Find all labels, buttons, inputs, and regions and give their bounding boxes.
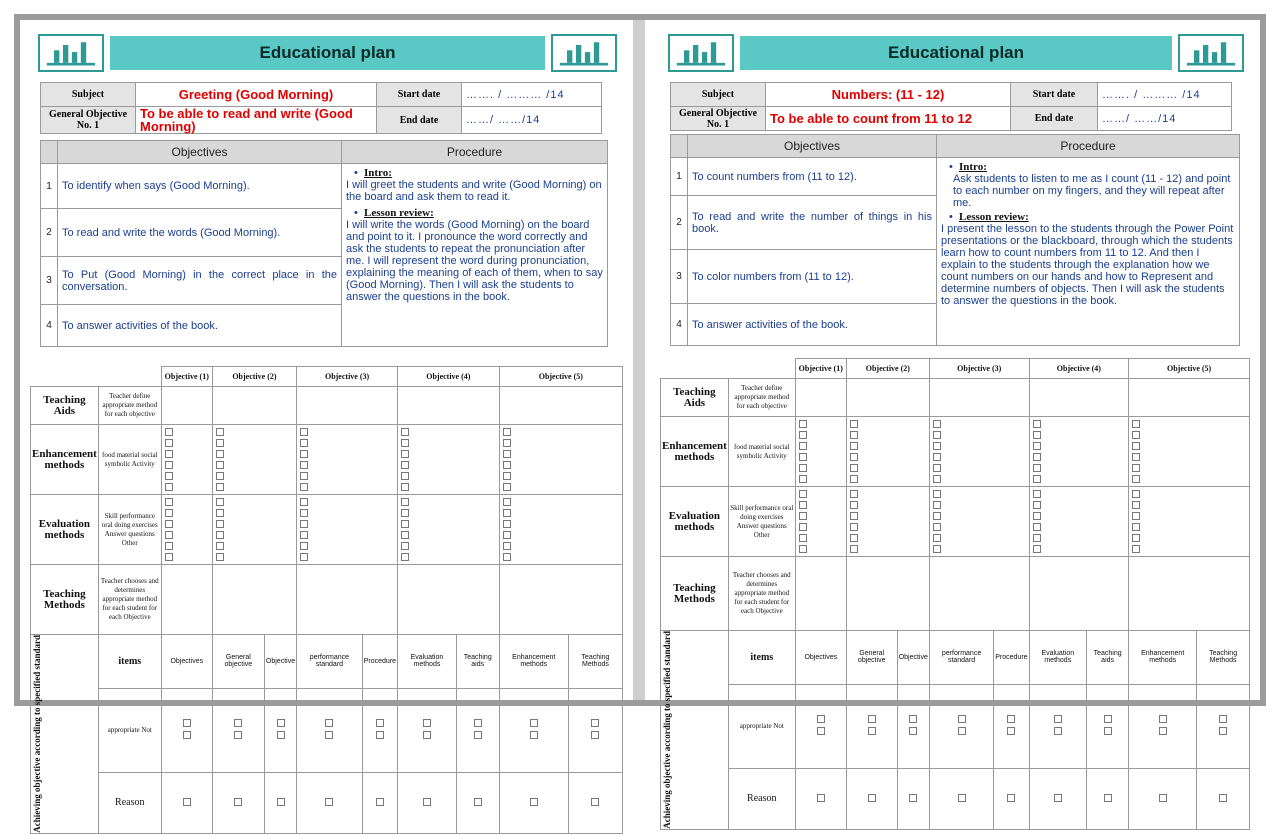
col-header: Objective (3) — [297, 367, 398, 387]
row-sub-label: food material social symbolic Activity — [728, 417, 795, 487]
general-objective-label: General Objective No. 1 — [41, 107, 136, 134]
matrix-cell — [297, 565, 398, 635]
objectives-header: Objectives — [58, 141, 342, 164]
col-header: Objective (2) — [846, 359, 929, 379]
check-cell[interactable] — [897, 684, 929, 768]
checkbox-group[interactable] — [297, 495, 398, 565]
check-cell[interactable] — [264, 688, 296, 772]
lesson-plan-page-1 — [30, 20, 625, 833]
check-cell[interactable] — [297, 773, 363, 834]
item-col-header: General objective — [212, 635, 264, 689]
start-date-value: ……. / ……… /14 — [1098, 83, 1232, 107]
checkbox-group[interactable] — [929, 417, 1029, 487]
check-cell[interactable] — [846, 684, 897, 768]
check-cell[interactable] — [456, 773, 499, 834]
matrix-cell — [1029, 557, 1129, 631]
row-label: Teaching Aids — [31, 387, 99, 425]
check-cell[interactable] — [929, 769, 993, 830]
chart-logo-icon — [551, 34, 617, 72]
objective-text: To color numbers from (11 to 12). — [688, 250, 937, 304]
general-objective-value: To be able to count from 11 to 12 — [766, 107, 1011, 131]
row-sub-label: Skill performance oral doing exercises Answer questions Other — [98, 495, 161, 565]
item-col-header: Enhancement methods — [499, 635, 568, 689]
matrix-cell — [398, 387, 500, 425]
matrix-cell — [499, 387, 622, 425]
item-col-header: Objective — [264, 635, 296, 689]
col-header: Objective (3) — [929, 359, 1029, 379]
review-text: I will write the words (Good Morning) on the board and point to it. I pronounce the word correctly and ask the students to repeat the pronunciation after me. I will represent the word during pronunciation, explaining the meaning of each of them, when to say (Good Morning). Then I will ask the students to answer the questions in the book. — [346, 219, 603, 303]
objective-text: To read and write the words (Good Morning). — [58, 209, 342, 257]
matrix-cell — [1129, 379, 1250, 417]
achieving-label: Achieving objective according to specified standard — [32, 635, 42, 833]
row-label: Teaching Methods — [661, 557, 729, 631]
procedure-cell — [937, 158, 1240, 346]
header-spacer — [41, 141, 58, 164]
check-cell[interactable] — [161, 688, 212, 772]
col-header: Objective (4) — [398, 367, 500, 387]
item-col-header: performance standard — [929, 631, 993, 685]
checkbox-group[interactable] — [1129, 487, 1250, 557]
procedure-header: Procedure — [342, 141, 608, 164]
reason-label: Reason — [728, 769, 795, 830]
col-header: Objective (5) — [499, 367, 622, 387]
checkbox-group[interactable] — [499, 495, 622, 565]
evaluation-matrix — [30, 366, 623, 834]
page-title: Educational plan — [110, 36, 545, 70]
items-label: items — [98, 635, 161, 689]
objective-text: To identify when says (Good Morning). — [58, 164, 342, 209]
reason-label: Reason — [98, 773, 161, 834]
objectives-header: Objectives — [688, 135, 937, 158]
header-banner — [660, 34, 1252, 74]
check-cell[interactable] — [994, 684, 1029, 768]
objective-number: 2 — [41, 209, 58, 257]
checkbox-group[interactable] — [212, 425, 296, 495]
check-cell[interactable] — [362, 773, 397, 834]
check-cell[interactable] — [212, 773, 264, 834]
page-title: Educational plan — [740, 36, 1172, 70]
check-cell[interactable] — [1087, 769, 1129, 830]
lesson-plan-page-2 — [660, 20, 1252, 829]
checkbox-group[interactable] — [161, 495, 212, 565]
end-date-value: ……/ ……/14 — [1098, 107, 1232, 131]
end-date-value: ……/ ……/14 — [462, 107, 602, 134]
item-col-header: Procedure — [362, 635, 397, 689]
item-col-header: Teaching aids — [1087, 631, 1129, 685]
row-label: Evaluation methods — [31, 495, 99, 565]
check-cell[interactable] — [362, 688, 397, 772]
item-col-header: Objectives — [795, 631, 846, 685]
objective-text: To read and write the number of things in his book. — [688, 196, 937, 250]
bullet-icon: • — [949, 161, 953, 173]
check-cell[interactable] — [161, 773, 212, 834]
objective-number: 3 — [41, 257, 58, 305]
subject-label: Subject — [671, 83, 766, 107]
col-header: Objective (4) — [1029, 359, 1129, 379]
end-date-label: End date — [377, 107, 462, 134]
matrix-corner — [31, 367, 162, 387]
items-label: items — [728, 631, 795, 685]
achieving-label-cell — [661, 631, 729, 830]
matrix-cell — [161, 565, 212, 635]
item-col-header: Objectives — [161, 635, 212, 689]
intro-text: I will greet the students and write (Good Morning) on the board and ask them to read it. — [346, 179, 602, 203]
matrix-cell — [499, 565, 622, 635]
subject-value: Numbers: (11 - 12) — [766, 83, 1011, 107]
chart-logo-icon — [668, 34, 734, 72]
check-cell[interactable] — [1197, 769, 1250, 830]
intro-heading: Intro: — [958, 161, 987, 173]
checkbox-group[interactable] — [846, 487, 929, 557]
check-cell[interactable] — [568, 773, 622, 834]
row-label: Enhancement methods — [31, 425, 99, 495]
checkbox-group[interactable] — [297, 425, 398, 495]
check-cell[interactable] — [456, 688, 499, 772]
row-sub-label: Skill performance oral doing exercises Answer questions Other — [728, 487, 795, 557]
matrix-cell — [212, 387, 296, 425]
check-cell[interactable] — [1129, 769, 1197, 830]
checkbox-group[interactable] — [846, 417, 929, 487]
checkbox-group[interactable] — [929, 487, 1029, 557]
row-label: Enhancement methods — [661, 417, 729, 487]
subject-value: Greeting (Good Morning) — [136, 83, 377, 107]
row-sub-label: Teacher define appropriate method for each objective — [728, 379, 795, 417]
matrix-cell — [846, 557, 929, 631]
checkbox-group[interactable] — [398, 495, 500, 565]
plan-info-table — [40, 82, 602, 134]
matrix-cell — [795, 379, 846, 417]
checkbox-group[interactable] — [161, 425, 212, 495]
matrix-cell — [929, 557, 1029, 631]
achieving-label: Achieving objective according to specified standard — [662, 631, 672, 829]
matrix-cell — [795, 557, 846, 631]
bullet-icon: • — [354, 167, 358, 179]
header-banner — [30, 34, 625, 74]
objective-text: To answer activities of the book. — [688, 304, 937, 346]
intro-heading: Intro: — [363, 167, 392, 179]
col-header: Objective (1) — [161, 367, 212, 387]
item-col-header: Teaching Methods — [1197, 631, 1250, 685]
matrix-cell — [846, 379, 929, 417]
review-heading: Lesson review: — [363, 207, 434, 219]
general-objective-value: To be able to read and write (Good Morning) — [136, 107, 377, 134]
row-label: Evaluation methods — [661, 487, 729, 557]
procedure-cell — [342, 164, 608, 347]
objective-text: To Put (Good Morning) in the correct place in the conversation. — [58, 257, 342, 305]
checkbox-group[interactable] — [795, 417, 846, 487]
objective-text: To answer activities of the book. — [58, 305, 342, 347]
check-cell[interactable] — [297, 688, 363, 772]
checkbox-group[interactable] — [499, 425, 622, 495]
start-date-label: Start date — [377, 83, 462, 107]
procedure-header: Procedure — [937, 135, 1240, 158]
bullet-icon: • — [949, 211, 953, 223]
bullet-icon: • — [354, 207, 358, 219]
objective-number: 1 — [671, 158, 688, 196]
item-col-header: Evaluation methods — [1029, 631, 1086, 685]
objective-number: 3 — [671, 250, 688, 304]
check-cell[interactable] — [499, 688, 568, 772]
checkbox-group[interactable] — [795, 487, 846, 557]
check-cell[interactable] — [795, 684, 846, 768]
row-sub-label: Teacher chooses and determines appropriate method for each student for each Objective — [728, 557, 795, 631]
start-date-value: ……. / ……… /14 — [462, 83, 602, 107]
check-cell[interactable] — [568, 688, 622, 772]
objective-number: 2 — [671, 196, 688, 250]
check-cell[interactable] — [929, 684, 993, 768]
check-cell[interactable] — [994, 769, 1029, 830]
intro-text: Ask students to listen to me as I count (11 - 12) and point to each number on my fingers, and they will repeat after me. — [953, 173, 1231, 209]
end-date-label: End date — [1011, 107, 1098, 131]
objective-number: 4 — [671, 304, 688, 346]
checkbox-group[interactable] — [398, 425, 500, 495]
objective-number: 1 — [41, 164, 58, 209]
col-header: Objective (5) — [1129, 359, 1250, 379]
row-label: Teaching Aids — [661, 379, 729, 417]
check-cell[interactable] — [897, 769, 929, 830]
matrix-corner — [661, 359, 796, 379]
matrix-cell — [1029, 379, 1129, 417]
item-col-header: Procedure — [994, 631, 1029, 685]
review-heading: Lesson review: — [958, 211, 1029, 223]
matrix-cell — [1129, 557, 1250, 631]
check-cell[interactable] — [1087, 684, 1129, 768]
chart-logo-icon — [1178, 34, 1244, 72]
start-date-label: Start date — [1011, 83, 1098, 107]
row-sub-label: Teacher chooses and determines appropriate method for each student for each Objective — [98, 565, 161, 635]
checkbox-group[interactable] — [1129, 417, 1250, 487]
item-col-header: Teaching aids — [456, 635, 499, 689]
check-cell[interactable] — [264, 773, 296, 834]
evaluation-matrix — [660, 358, 1250, 830]
item-col-header: Teaching Methods — [568, 635, 622, 689]
item-col-header: General objective — [846, 631, 897, 685]
subject-label: Subject — [41, 83, 136, 107]
page-divider — [633, 20, 645, 700]
plan-info-table — [670, 82, 1232, 131]
row-label: Teaching Methods — [31, 565, 99, 635]
check-cell[interactable] — [1029, 684, 1086, 768]
row-sub-label: Teacher define appropriate method for each objective — [98, 387, 161, 425]
appropriate-label: appropriate Not — [98, 688, 161, 772]
check-cell[interactable] — [1197, 684, 1250, 768]
check-cell[interactable] — [212, 688, 264, 772]
achieving-label-cell — [31, 635, 99, 834]
row-sub-label: food material social symbolic Activity — [98, 425, 161, 495]
matrix-cell — [398, 565, 500, 635]
item-col-header: Evaluation methods — [398, 635, 457, 689]
check-cell[interactable] — [398, 773, 457, 834]
matrix-cell — [212, 565, 296, 635]
checkbox-group[interactable] — [212, 495, 296, 565]
header-spacer — [671, 135, 688, 158]
general-objective-label: General Objective No. 1 — [671, 107, 766, 131]
item-col-header: Objective — [897, 631, 929, 685]
check-cell[interactable] — [846, 769, 897, 830]
check-cell[interactable] — [398, 688, 457, 772]
objectives-table — [40, 140, 608, 347]
check-cell[interactable] — [499, 773, 568, 834]
checkbox-group[interactable] — [1029, 487, 1129, 557]
col-header: Objective (1) — [795, 359, 846, 379]
item-col-header: performance standard — [297, 635, 363, 689]
check-cell[interactable] — [795, 769, 846, 830]
col-header: Objective (2) — [212, 367, 296, 387]
checkbox-group[interactable] — [1029, 417, 1129, 487]
chart-logo-icon — [38, 34, 104, 72]
item-col-header: Enhancement methods — [1129, 631, 1197, 685]
check-cell[interactable] — [1129, 684, 1197, 768]
matrix-cell — [929, 379, 1029, 417]
objective-text: To count numbers from (11 to 12). — [688, 158, 937, 196]
objectives-table — [670, 134, 1240, 346]
matrix-cell — [161, 387, 212, 425]
review-text: I present the lesson to the students through the Power Point presentations or the blackboard, through which the students learn how to count numbers from 11 to 12. And then I explain to the students through the explanation how we count numbers on our hands and how to Represent and determine numbers of objects. Then I will ask the students to answer the questions in the book. — [941, 223, 1234, 307]
objective-number: 4 — [41, 305, 58, 347]
check-cell[interactable] — [1029, 769, 1086, 830]
matrix-cell — [297, 387, 398, 425]
appropriate-label: appropriate Not — [728, 684, 795, 768]
